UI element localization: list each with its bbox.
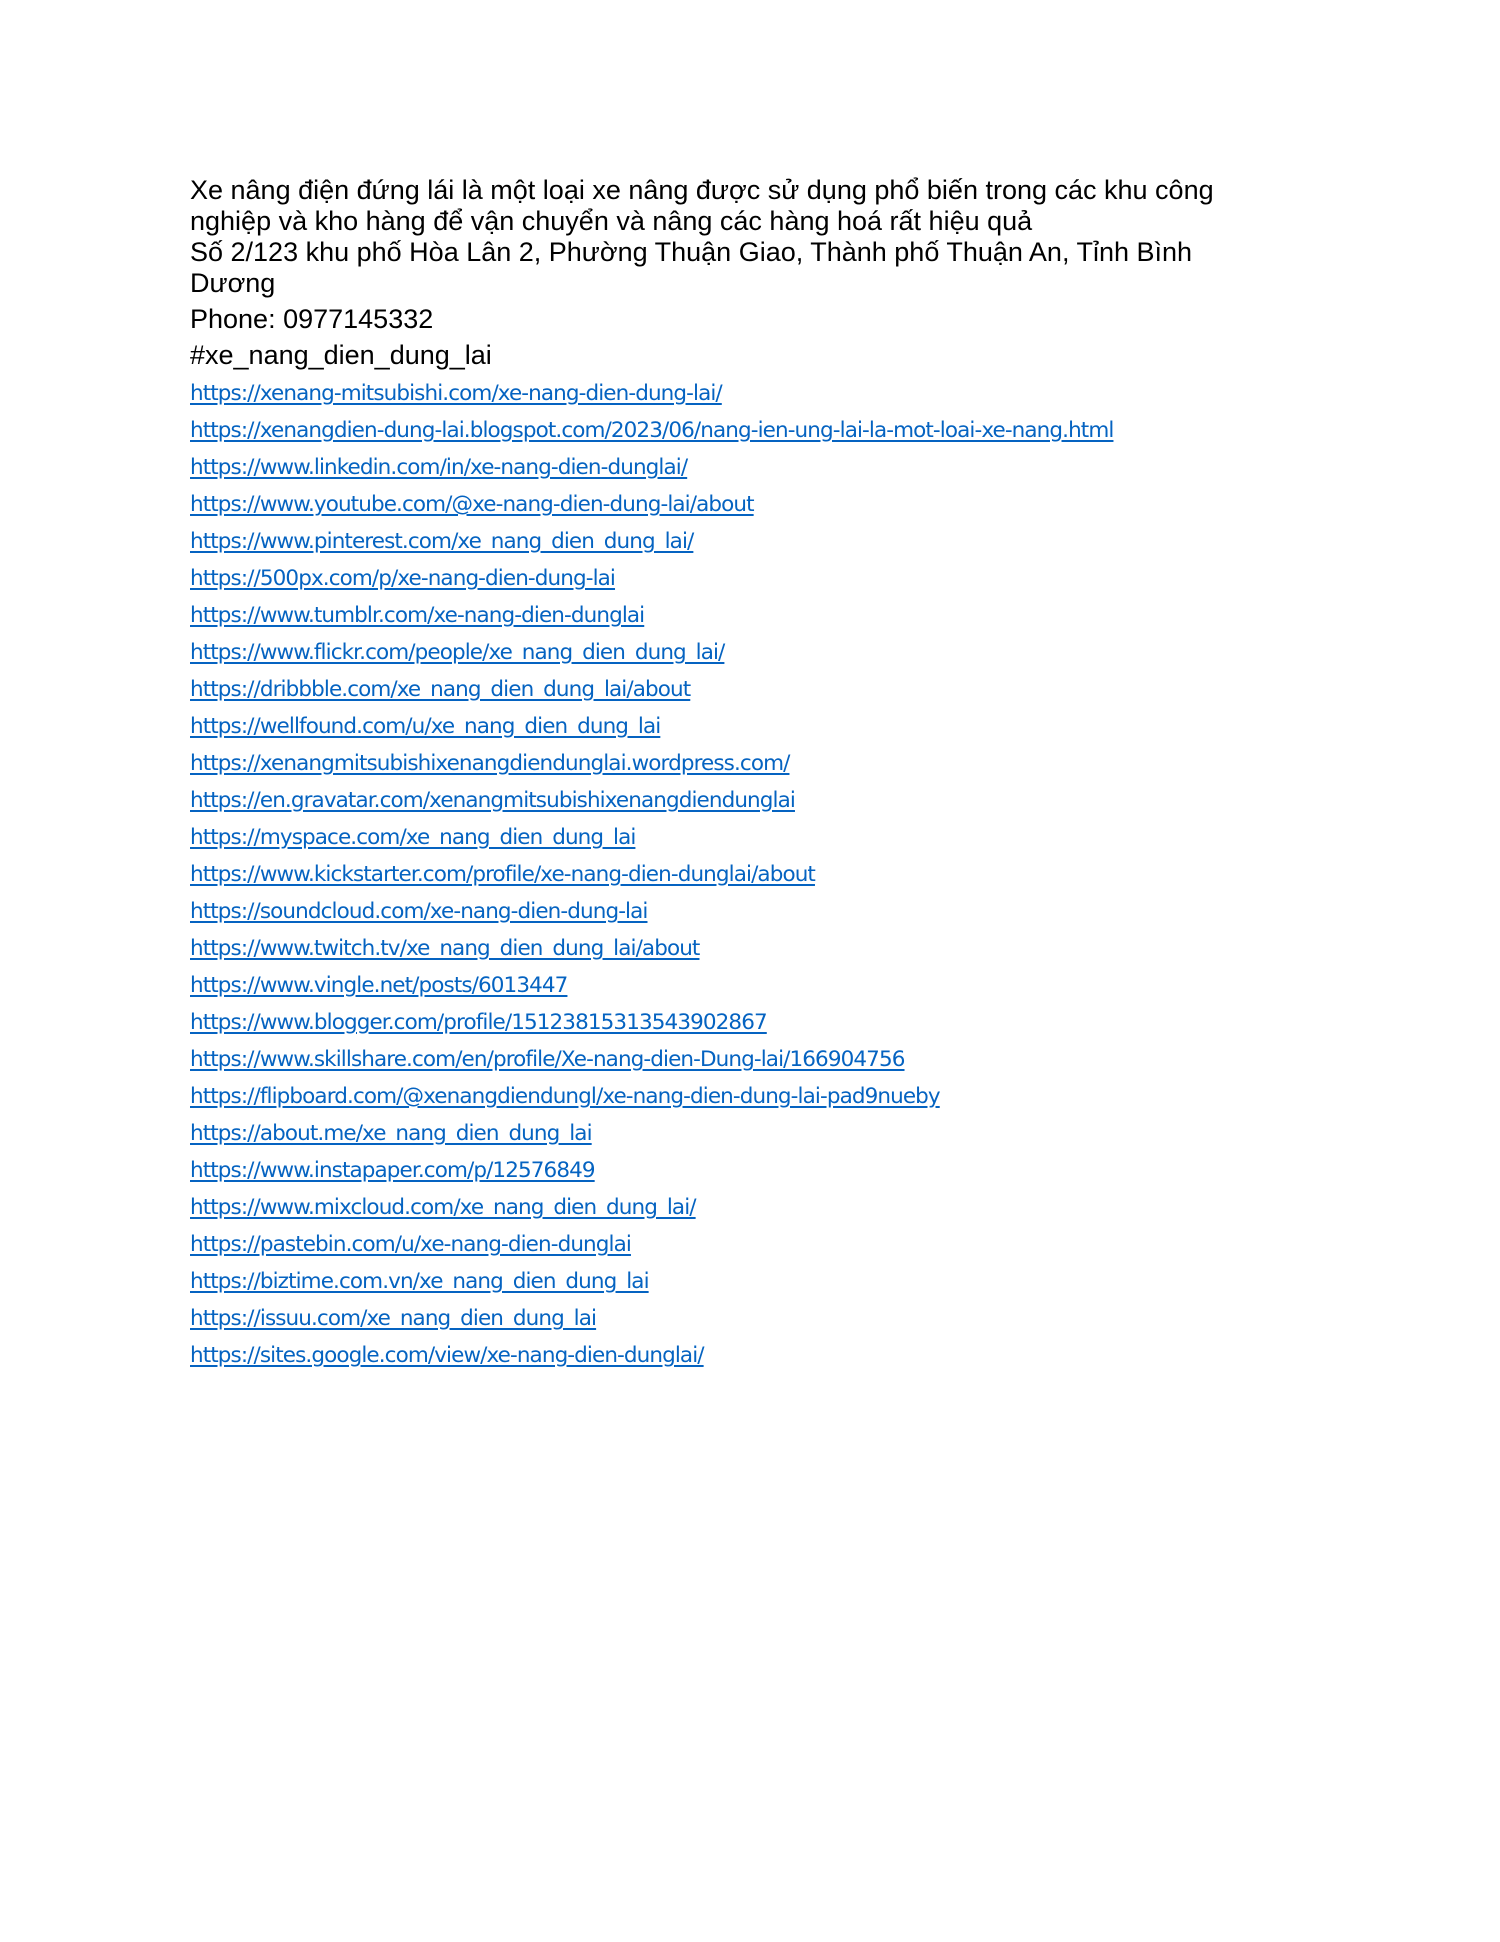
hyperlink[interactable]: https://en.gravatar.com/xenangmitsubishixenangdiendunglai xyxy=(190,788,795,813)
hyperlink[interactable]: https://www.kickstarter.com/profile/xe-nang-dien-dunglai/about xyxy=(190,862,815,887)
hyperlink[interactable]: https://biztime.com.vn/xe_nang_dien_dung_lai xyxy=(190,1269,649,1294)
link-list-item xyxy=(190,967,1290,1004)
link-list-item xyxy=(190,893,1290,930)
hyperlink[interactable]: https://www.linkedin.com/in/xe-nang-dien-dunglai/ xyxy=(190,455,688,480)
link-list-item xyxy=(190,1226,1290,1263)
hyperlink[interactable]: https://pastebin.com/u/xe-nang-dien-dunglai xyxy=(190,1232,631,1257)
link-list-item xyxy=(190,1189,1290,1226)
link-list-item xyxy=(190,1078,1290,1115)
hyperlink[interactable]: https://xenangmitsubishixenangdiendunglai.wordpress.com/ xyxy=(190,751,790,776)
hyperlink[interactable]: https://www.mixcloud.com/xe_nang_dien_dung_lai/ xyxy=(190,1195,696,1220)
hyperlink[interactable]: https://soundcloud.com/xe-nang-dien-dung-lai xyxy=(190,899,648,924)
hyperlink[interactable]: https://www.vingle.net/posts/6013447 xyxy=(190,973,568,998)
link-list-item xyxy=(190,782,1290,819)
hashtag-text: #xe_nang_dien_dung_lai xyxy=(190,340,492,370)
document-content xyxy=(190,175,1290,1374)
link-list-item xyxy=(190,930,1290,967)
description-line: Xe nâng điện đứng lái là một loại xe nâng được sử dụng phổ biến trong các khu công xyxy=(190,175,1214,205)
hyperlink[interactable]: https://www.flickr.com/people/xe_nang_dien_dung_lai/ xyxy=(190,640,725,665)
link-list-item xyxy=(190,523,1290,560)
link-list-item xyxy=(190,597,1290,634)
link-list-item xyxy=(190,745,1290,782)
link-list-item xyxy=(190,1300,1290,1337)
address-line: Dương xyxy=(190,268,276,298)
address-line: Số 2/123 khu phố Hòa Lân 2, Phường Thuận Giao, Thành phố Thuận An, Tỉnh Bình xyxy=(190,237,1193,267)
hyperlink[interactable]: https://myspace.com/xe_nang_dien_dung_lai xyxy=(190,825,636,850)
link-list-item xyxy=(190,1004,1290,1041)
link-list-item xyxy=(190,634,1290,671)
hyperlink[interactable]: https://dribbble.com/xe_nang_dien_dung_lai/about xyxy=(190,677,691,702)
hyperlink[interactable]: https://wellfound.com/u/xe_nang_dien_dung_lai xyxy=(190,714,661,739)
hyperlink[interactable]: https://www.tumblr.com/xe-nang-dien-dunglai xyxy=(190,603,645,628)
address-paragraph xyxy=(190,237,1290,299)
link-list-item xyxy=(190,449,1290,486)
hyperlink[interactable]: https://www.pinterest.com/xe_nang_dien_dung_lai/ xyxy=(190,529,694,554)
link-list-item xyxy=(190,819,1290,856)
description-paragraph xyxy=(190,175,1290,237)
link-list-item xyxy=(190,856,1290,893)
hyperlink[interactable]: https://www.twitch.tv/xe_nang_dien_dung_lai/about xyxy=(190,936,700,961)
link-list-item xyxy=(190,560,1290,597)
link-list-item xyxy=(190,1263,1290,1300)
hyperlink[interactable]: https://www.youtube.com/@xe-nang-dien-dung-lai/about xyxy=(190,492,754,517)
link-list-item xyxy=(190,412,1290,449)
hyperlink[interactable]: https://www.instapaper.com/p/12576849 xyxy=(190,1158,595,1183)
hyperlink[interactable]: https://issuu.com/xe_nang_dien_dung_lai xyxy=(190,1306,597,1331)
link-list-item xyxy=(190,1041,1290,1078)
hyperlink[interactable]: https://about.me/xe_nang_dien_dung_lai xyxy=(190,1121,592,1146)
hyperlink[interactable]: https://www.skillshare.com/en/profile/Xe-nang-dien-Dung-lai/166904756 xyxy=(190,1047,905,1072)
link-list xyxy=(190,375,1290,1374)
phone-text: Phone: 0977145332 xyxy=(190,304,434,334)
link-list-item xyxy=(190,671,1290,708)
link-list-item xyxy=(190,486,1290,523)
hyperlink[interactable]: https://xenangdien-dung-lai.blogspot.com/2023/06/nang-ien-ung-lai-la-mot-loai-xe-nang.html xyxy=(190,418,1114,443)
hyperlink[interactable]: https://xenang-mitsubishi.com/xe-nang-dien-dung-lai/ xyxy=(190,381,722,406)
link-list-item xyxy=(190,708,1290,745)
link-list-item xyxy=(190,1152,1290,1189)
link-list-item xyxy=(190,1337,1290,1374)
hyperlink[interactable]: https://flipboard.com/@xenangdiendungl/xe-nang-dien-dung-lai-pad9nueby xyxy=(190,1084,940,1109)
hyperlink[interactable]: https://500px.com/p/xe-nang-dien-dung-lai xyxy=(190,566,616,591)
hyperlink[interactable]: https://sites.google.com/view/xe-nang-dien-dunglai/ xyxy=(190,1343,704,1368)
description-line: nghiệp và kho hàng để vận chuyển và nâng các hàng hoá rất hiệu quả xyxy=(190,206,1033,236)
link-list-item xyxy=(190,1115,1290,1152)
hyperlink[interactable]: https://www.blogger.com/profile/15123815313543902867 xyxy=(190,1010,767,1035)
link-list-item xyxy=(190,375,1290,412)
